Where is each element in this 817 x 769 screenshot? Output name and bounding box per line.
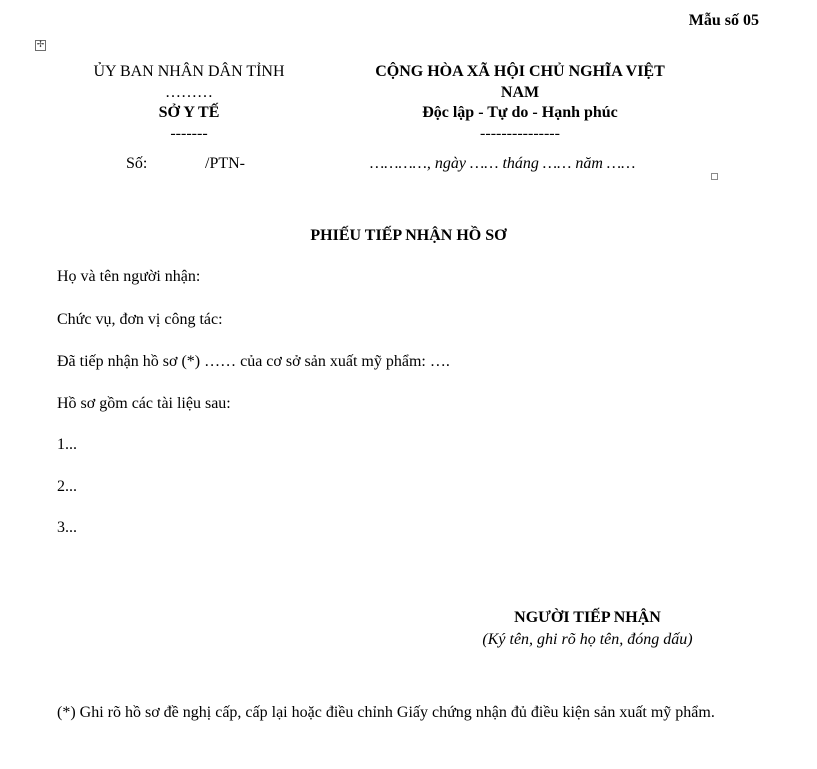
right-divider: --------------- xyxy=(480,125,560,142)
left-divider: ------- xyxy=(170,125,208,142)
list-item: 2... xyxy=(57,478,77,495)
signature-note: (Ký tên, ghi rõ họ tên, đóng dấu) xyxy=(482,631,693,648)
receiver-name-field: Họ và tên người nhận: xyxy=(57,268,201,285)
position-field: Chức vụ, đơn vị công tác: xyxy=(57,311,223,328)
documents-intro: Hồ sơ gồm các tài liệu sau: xyxy=(57,395,231,412)
form-number: Mẫu số 05 xyxy=(688,12,759,29)
department-name: SỞ Y TẾ xyxy=(158,104,220,121)
document-number-suffix: /PTN- xyxy=(205,155,245,172)
committee-name: ỦY BAN NHÂN DÂN TỈNH xyxy=(93,63,285,80)
table-move-handle-icon[interactable]: ✢ xyxy=(36,40,45,50)
document-title: PHIẾU TIẾP NHẬN HỒ SƠ xyxy=(310,227,507,244)
received-dossier-line: Đã tiếp nhận hồ sơ (*) …… của cơ sở sản xuất mỹ phẩm: …. xyxy=(57,353,450,370)
document-number-label: Số: xyxy=(126,155,148,172)
table-resize-handle-icon[interactable] xyxy=(711,173,718,180)
national-motto: Độc lập - Tự do - Hạnh phúc xyxy=(422,104,618,121)
footnote: (*) Ghi rõ hồ sơ đề nghị cấp, cấp lại hoặc điều chỉnh Giấy chứng nhận đủ điều kiện sản xuất mỹ phẩm. xyxy=(57,704,715,721)
date-line: …………, ngày …… tháng …… năm …… xyxy=(370,155,636,172)
republic-title-line2: NAM xyxy=(500,84,540,101)
province-placeholder: ……… xyxy=(165,84,213,101)
signature-title: NGƯỜI TIẾP NHẬN xyxy=(514,609,661,626)
list-item: 1... xyxy=(57,436,77,453)
list-item: 3... xyxy=(57,519,77,536)
republic-title-line1: CỘNG HÒA XÃ HỘI CHỦ NGHĨA VIỆT xyxy=(375,63,665,80)
